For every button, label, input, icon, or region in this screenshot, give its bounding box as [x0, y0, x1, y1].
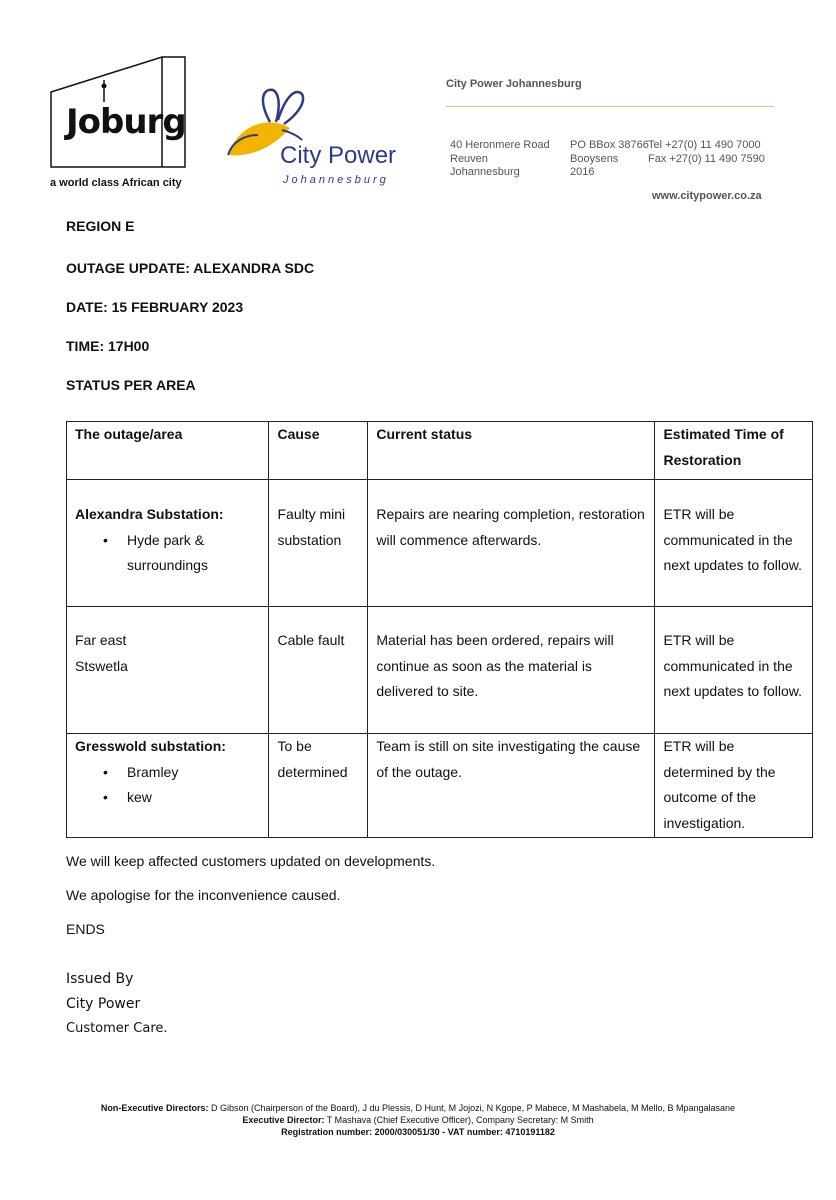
- area-line: Stswetla: [75, 657, 128, 674]
- footer-non-executive-directors: [0, 1103, 836, 1113]
- etr-cell: ETR will be communicated in the next updates to follow.: [655, 607, 813, 734]
- cause-cell: Faulty mini substation: [269, 480, 368, 607]
- header-status: Current status: [368, 422, 655, 480]
- header-area: The outage/area: [67, 422, 269, 480]
- website-link[interactable]: www.citypower.co.za: [652, 190, 762, 202]
- joburg-wordmark: Joburg: [66, 102, 186, 142]
- joburg-tagline: a world class African city: [50, 177, 182, 189]
- issued-by-org: City Power: [66, 996, 141, 1012]
- list-item: • kew: [127, 785, 260, 811]
- table-header-row: [67, 422, 813, 480]
- telephone: Tel +27(0) 11 490 7000: [648, 139, 761, 151]
- street-address: [450, 139, 550, 180]
- po-line: 2016: [570, 166, 595, 178]
- fax: Fax +27(0) 11 490 7590: [648, 152, 765, 165]
- contact-numbers: [648, 139, 765, 166]
- region-heading: REGION E: [66, 218, 135, 234]
- address-line: Johannesburg: [450, 166, 520, 178]
- po-line: Booysens: [570, 152, 619, 165]
- address-line: Reuven: [450, 152, 488, 165]
- area-cell: [67, 734, 269, 838]
- area-line: Far east: [75, 632, 127, 648]
- table-row: [67, 607, 813, 734]
- status-cell: Material has been ordered, repairs will continue as soon as the material is delivered to site.: [368, 607, 655, 734]
- city-power-subtitle: Johannesburg: [283, 174, 389, 186]
- po-line: PO BBox 38766: [570, 139, 649, 151]
- city-power-wordmark: City Power: [280, 142, 397, 169]
- area-list: [75, 760, 260, 811]
- area-cell: [67, 607, 269, 734]
- po-box-address: [570, 139, 649, 180]
- status-cell: Repairs are nearing completion, restoration will commence afterwards.: [368, 480, 655, 607]
- address-line: 40 Heronmere Road: [450, 139, 550, 151]
- list-item: • Bramley: [127, 760, 260, 786]
- outage-heading: OUTAGE UPDATE: ALEXANDRA SDC: [66, 260, 315, 276]
- issued-by-dept: Customer Care.: [66, 1021, 168, 1036]
- area-title: Gresswold substation:: [75, 738, 226, 754]
- list-item: • Hyde park & surroundings: [127, 528, 260, 579]
- area-title: Alexandra Substation:: [75, 506, 224, 522]
- status-cell: Team is still on site investigating the cause of the outage.: [368, 734, 655, 838]
- footer-executive-director: [0, 1115, 836, 1125]
- company-name: City Power Johannesburg: [446, 78, 582, 90]
- area-list: [75, 528, 260, 579]
- status-heading: STATUS PER AREA: [66, 377, 196, 393]
- etr-cell: ETR will be determined by the outcome of the investigation.: [655, 734, 813, 838]
- table-row: [67, 734, 813, 838]
- outage-status-table: [66, 421, 813, 838]
- cause-cell: To be determined: [269, 734, 368, 838]
- header-rule: [446, 106, 774, 107]
- update-note: We will keep affected customers updated on developments.: [66, 853, 436, 869]
- issued-by-label: Issued By: [66, 971, 134, 987]
- date-heading: DATE: 15 FEBRUARY 2023: [66, 299, 244, 315]
- cause-cell: Cable fault: [269, 607, 368, 734]
- footer-label: Non-Executive Directors:: [100, 1103, 209, 1113]
- footer-text: D Gibson (Chairperson of the Board), J du Plessis, D Hunt, M Jojozi, N Kgope, P Mabece, M Mashabela, M Mello, B Mpangalasane: [210, 1103, 736, 1113]
- footer-label: Executive Director:: [242, 1115, 325, 1125]
- time-heading: TIME: 17H00: [66, 338, 150, 354]
- footer-text: T Mashava (Chief Executive Officer), Company Secretary: M Smith: [326, 1115, 594, 1125]
- header-cause: Cause: [269, 422, 368, 480]
- footer-text: 2000/030051/30 - VAT number: 4710191182: [374, 1127, 555, 1137]
- apology-note: We apologise for the inconvenience caused.: [66, 887, 341, 903]
- footer-registration: [0, 1127, 836, 1137]
- table-row: [67, 480, 813, 607]
- header-etr: Estimated Time of Restoration: [655, 422, 813, 480]
- etr-cell: ETR will be communicated in the next updates to follow.: [655, 480, 813, 607]
- ends-marker: ENDS: [66, 921, 105, 937]
- area-cell: [67, 480, 269, 607]
- footer-label: Registration number:: [281, 1127, 373, 1137]
